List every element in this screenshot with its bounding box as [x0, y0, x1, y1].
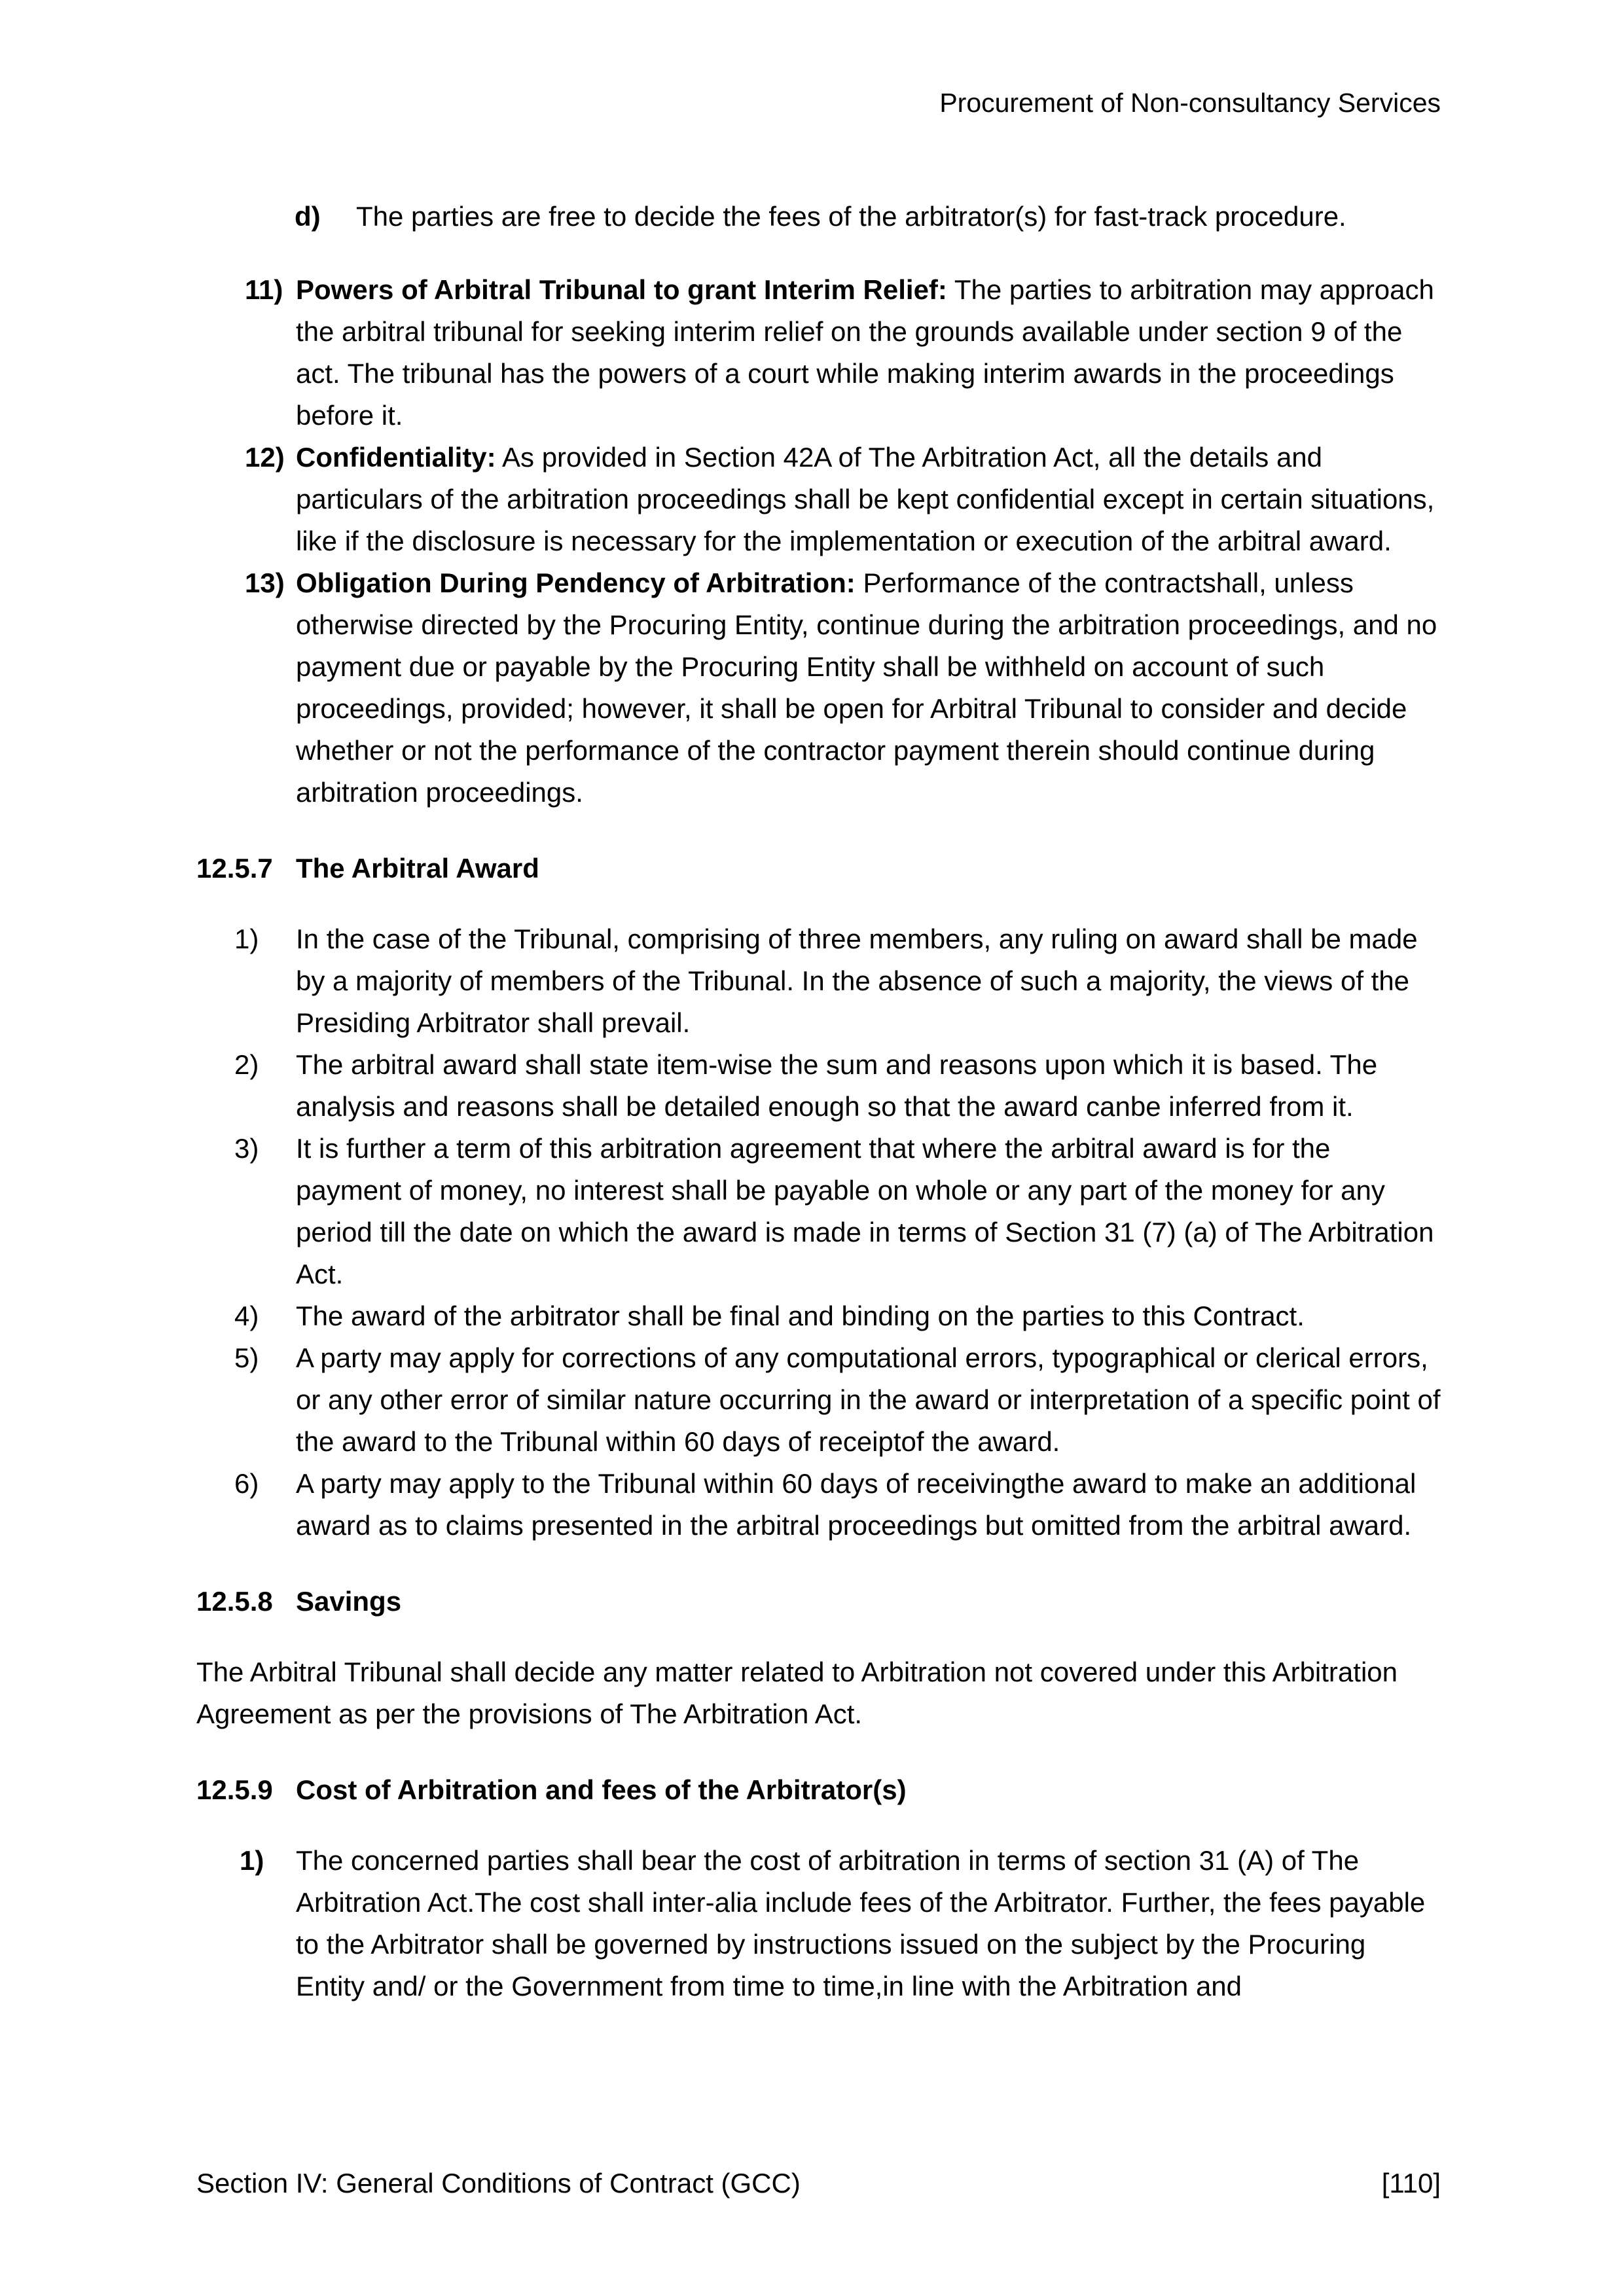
- list-marker-13: 13): [245, 567, 285, 598]
- list-item-d-text: The parties are free to decide the fees of the arbitrator(s) for fast-track procedure.: [356, 201, 1346, 232]
- list-item-6-text: A party may apply to the Tribunal within 60 days of receivingthe award to make an additional award as to claims presented in the arbitral proceedings but omitted from the arbitral award.: [296, 1468, 1416, 1541]
- footer-section-label: Section IV: General Conditions of Contract (GCC): [196, 2168, 801, 2198]
- list-item-cost-1-text: The concerned parties shall bear the cost of arbitration in terms of section 31 (A) of The Arbitration Act.The cost shall inter-alia include fees of the Arbitrator. Further, the fees payable to the Arbitrator shall be governed by instructions issued on the subject by the Procuring Entity and/ or the Government from time to time,in line with the Arbitration and: [296, 1845, 1426, 2001]
- list-item-11: [196, 269, 1441, 437]
- list-marker-3: 3): [234, 1133, 259, 1164]
- list-item-5-text: A party may apply for corrections of any computational errors, typographical or clerical errors, or any other error of similar nature occurring in the award or interpretation of a specific point of the award to the Tribunal within 60 days of receiptof the award.: [296, 1342, 1441, 1457]
- section-number: 12.5.8: [196, 1586, 273, 1617]
- list-item-3: [196, 1128, 1441, 1295]
- list-marker-4: 4): [234, 1300, 259, 1331]
- list-marker-d: d): [295, 201, 321, 232]
- section-title: The Arbitral Award: [296, 853, 539, 884]
- item-11-body: The parties to arbitration may approach the arbitral tribunal for seeking interim relief on the grounds available under section 9 of the act. The tribunal has the powers of a court while making interim awards in the proceedings before it.: [296, 274, 1434, 431]
- header-title: Procurement of Non-consultancy Services: [939, 88, 1441, 118]
- section-number: 12.5.9: [196, 1774, 273, 1805]
- list-marker-12: 12): [245, 442, 285, 473]
- section-title: Savings: [296, 1586, 402, 1617]
- item-12-body: As provided in Section 42A of The Arbitration Act, all the details and particulars of the arbitration proceedings shall be kept confidential except in certain situations, like if the disclosure is necessary for the implementation or execution of the arbitral award.: [296, 442, 1435, 556]
- list-item-6: [196, 1463, 1441, 1547]
- section-heading-12-5-8: [196, 1581, 1441, 1623]
- list-marker-11: 11): [245, 274, 283, 305]
- list-item-12-text: [296, 442, 1434, 556]
- item-11-label: Powers of Arbitral Tribunal to grant Interim Relief:: [296, 274, 947, 305]
- page-header: [196, 82, 1441, 124]
- list-item-11-text: [296, 274, 1434, 431]
- list-item-cost-1: [196, 1840, 1441, 2007]
- list-item-13: [196, 562, 1441, 814]
- item-13-label: Obligation During Pendency of Arbitration:: [296, 567, 856, 598]
- list-marker-cost-1: 1): [240, 1845, 264, 1876]
- list-item-1-text: In the case of the Tribunal, comprising of three members, any ruling on award shall be made by a majority of members of the Tribunal. In the absence of such a majority, the views of the Presiding Arbitrator shall prevail.: [296, 924, 1418, 1038]
- list-item-3-text: It is further a term of this arbitration agreement that where the arbitral award is for the payment of money, no interest shall be payable on whole or any part of the money for any period till the date on which the award is made in terms of Section 31 (7) (a) of The Arbitration Act.: [296, 1133, 1434, 1289]
- list-marker-1: 1): [234, 924, 259, 954]
- footer-page-number: [110]: [1381, 2168, 1441, 2198]
- list-item-1: [196, 918, 1441, 1044]
- section-heading-12-5-7: [196, 848, 1441, 889]
- list-item-5: [196, 1337, 1441, 1463]
- list-item-13-text: [296, 567, 1437, 808]
- page-footer: [196, 2162, 1441, 2204]
- section-heading-12-5-9: [196, 1769, 1441, 1811]
- list-item-2-text: The arbitral award shall state item-wise the sum and reasons upon which it is based. The analysis and reasons shall be detailed enough so that the award canbe inferred from it.: [296, 1049, 1378, 1122]
- item-12-label: Confidentiality:: [296, 442, 496, 473]
- list-marker-6: 6): [234, 1468, 259, 1499]
- list-item-d: [196, 196, 1441, 238]
- list-item-12: [196, 437, 1441, 562]
- section-12-5-7-list: [196, 918, 1441, 1547]
- list-item-2: [196, 1044, 1441, 1128]
- section-12-5-8-body: The Arbitral Tribunal shall decide any matter related to Arbitration not covered under this Arbitration Agreement as per the provisions of The Arbitration Act.: [196, 1657, 1398, 1729]
- list-marker-5: 5): [234, 1342, 259, 1373]
- section-number: 12.5.7: [196, 853, 273, 884]
- list-item-4-text: The award of the arbitrator shall be final and binding on the parties to this Contract.: [296, 1300, 1305, 1331]
- item-13-body: Performance of the contractshall, unless otherwise directed by the Procuring Entity, continue during the arbitration proceedings, and no payment due or payable by the Procuring Entity shall be withheld on account of such proceedings, provided; however, it shall be open for Arbitral Tribunal to consider and decide whether or not the performance of the contractor payment therein should continue during arbitration proceedings.: [296, 567, 1437, 808]
- list-item-4: [196, 1295, 1441, 1337]
- section-title: Cost of Arbitration and fees of the Arbitrator(s): [296, 1774, 907, 1805]
- list-marker-2: 2): [234, 1049, 259, 1080]
- section-12-5-9-list: [196, 1840, 1441, 2007]
